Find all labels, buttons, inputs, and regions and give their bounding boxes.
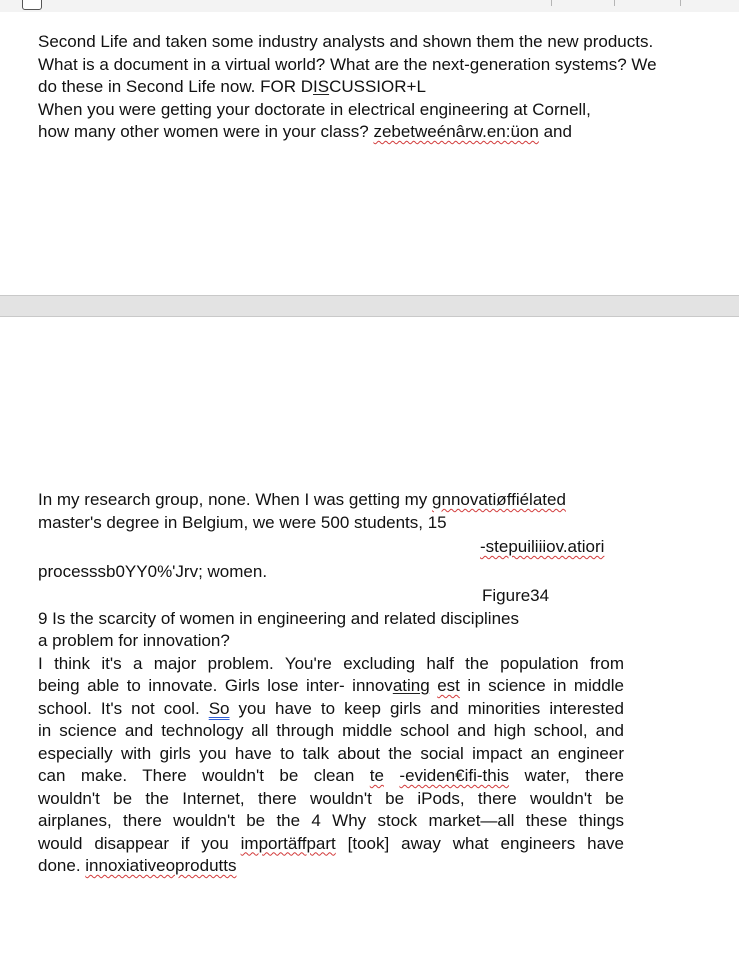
answer-line: airplanes, there wouldn't be the 4 Why stock market—all these things bbox=[38, 811, 624, 830]
text-run: done. bbox=[38, 856, 86, 875]
text-run: [took] away what engineers have bbox=[335, 833, 624, 853]
text-line: master's degree in Belgium, we were 500 students, 15 bbox=[38, 512, 447, 532]
ruler bbox=[0, 0, 739, 12]
grammar-suggestion[interactable]: So bbox=[208, 698, 230, 718]
answer-line: especially with girls you have to talk about the social impact an engineer bbox=[38, 743, 624, 763]
text-run: In my research group, none. When I was getting my bbox=[38, 490, 433, 509]
text-run bbox=[384, 766, 399, 785]
ruler-tick bbox=[551, 0, 552, 6]
text-line bbox=[38, 121, 724, 144]
spelling-error[interactable]: -stepuiliiiov.atiori bbox=[480, 537, 605, 556]
spelling-error[interactable]: gnnovatiøffiélated bbox=[432, 490, 566, 509]
text-line: Second Life and taken some industry analysts and shown them the new products. bbox=[38, 32, 654, 51]
underlined-text: ating bbox=[392, 676, 430, 695]
text-line: processsb0YY0%'Jrv; women. bbox=[38, 561, 268, 581]
text-run: water, there bbox=[509, 766, 624, 785]
text-run: CUSSIOR+L bbox=[329, 77, 426, 96]
answer-line: wouldn't be the Internet, there wouldn't be iPods, there wouldn't be bbox=[38, 788, 624, 808]
text-line bbox=[38, 489, 724, 512]
text-line bbox=[38, 536, 724, 559]
ruler-tick bbox=[680, 0, 681, 6]
spelling-error[interactable]: est bbox=[437, 676, 460, 695]
answer-line bbox=[38, 833, 624, 856]
text-run: you have to keep girls and minorities interested bbox=[229, 698, 624, 718]
spelling-error[interactable]: zebetweénârw.en:üon bbox=[373, 122, 539, 141]
page-break bbox=[0, 295, 739, 317]
answer-line: in science and technology all through middle school and high school, and bbox=[38, 721, 624, 740]
text-run: can make. There wouldn't be clean bbox=[38, 766, 370, 785]
text-run: how many other women were in your class? bbox=[38, 122, 374, 141]
spelling-error[interactable]: -eviden€ifi-this bbox=[399, 766, 510, 785]
underlined-text: IS bbox=[313, 77, 330, 96]
answer-line bbox=[38, 765, 624, 788]
answer-line bbox=[38, 698, 624, 721]
text-run: do these in Second Life now. FOR D bbox=[38, 77, 313, 96]
text-run: and bbox=[538, 122, 572, 141]
answer-line bbox=[38, 675, 624, 698]
text-run: in science in middle bbox=[459, 676, 625, 695]
spelling-error[interactable]: te bbox=[369, 766, 384, 785]
ruler-tick bbox=[614, 0, 615, 6]
text-run: would disappear if you bbox=[38, 833, 241, 853]
spelling-error[interactable]: innoxiativeoprodutts bbox=[85, 856, 237, 875]
answer-line bbox=[38, 855, 724, 878]
page-2-text bbox=[38, 489, 724, 878]
question-line: 9 Is the scarcity of women in engineering and related disciplines bbox=[38, 608, 519, 628]
figure-label: Figure34 bbox=[482, 586, 550, 605]
text-line bbox=[38, 76, 724, 99]
question-line: a problem for innovation? bbox=[38, 631, 230, 650]
text-run: school. It's not cool. bbox=[38, 698, 209, 718]
text-run: being able to innovate. Girls lose inter- innov bbox=[38, 676, 393, 695]
spelling-error[interactable]: importäffpart bbox=[240, 833, 336, 853]
text-line: What is a document in a virtual world? What are the next-generation systems? We bbox=[38, 54, 657, 74]
answer-line: I think it's a major problem. You're excluding half the population from bbox=[38, 653, 624, 673]
text-line: When you were getting your doctorate in electrical engineering at Cornell, bbox=[38, 99, 591, 119]
checkbox[interactable] bbox=[22, 0, 42, 10]
page-1-text bbox=[38, 31, 724, 144]
